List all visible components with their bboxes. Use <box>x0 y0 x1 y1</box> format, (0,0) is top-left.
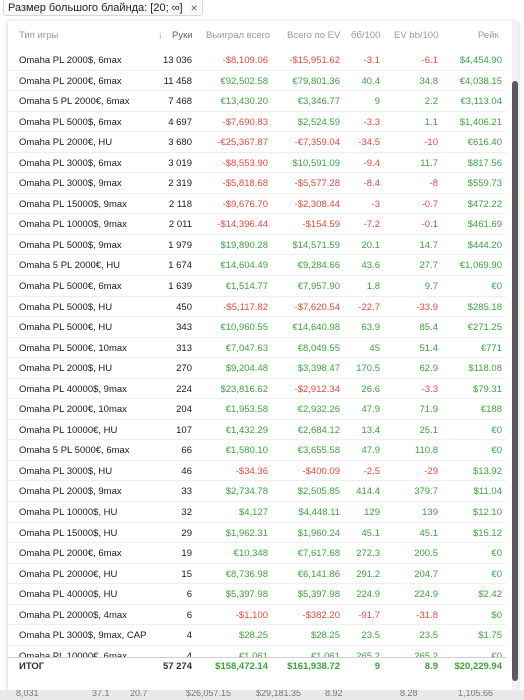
row-game: Omaha PL 3000$, HU <box>19 465 113 477</box>
row-rake: $444.20 <box>467 239 502 251</box>
row-bb100: -9.4 <box>363 157 380 169</box>
table-body <box>8 50 506 666</box>
row-evbb100: -6.1 <box>421 55 438 66</box>
row-game: Omaha PL 5000€, 6max <box>19 281 122 293</box>
table-row[interactable] <box>8 91 506 112</box>
row-evbb100: -33.9 <box>416 301 438 313</box>
row-ev: €3,346.77 <box>297 96 340 108</box>
row-rake: $4,454.90 <box>459 55 502 66</box>
row-rake: €0 <box>491 568 502 580</box>
background-cell: 8.92 <box>325 690 343 698</box>
row-game: Omaha PL 3000$, 9max <box>19 178 122 190</box>
table-row[interactable] <box>8 50 506 71</box>
game-types-panel <box>8 21 518 690</box>
row-game: Omaha PL 2000€, 6max <box>19 548 122 560</box>
table-row[interactable] <box>8 399 506 420</box>
row-won: $2,734.78 <box>225 486 268 498</box>
row-game: Omaha PL 40000$, 9max <box>19 383 127 395</box>
row-hands: 66 <box>181 445 192 457</box>
row-hands: 107 <box>176 424 192 436</box>
row-bb100: 129 <box>364 507 380 519</box>
row-won: €10,960.55 <box>220 322 268 334</box>
row-game: Omaha PL 2000$, 6max <box>19 55 122 66</box>
row-rake: €771 <box>480 342 502 354</box>
row-hands: 3 680 <box>168 137 192 149</box>
table-row[interactable] <box>8 317 506 338</box>
row-won: $19,890.28 <box>220 239 268 251</box>
row-game: Omaha 5 PL 2000€, 6max <box>19 96 130 108</box>
row-game: Omaha PL 5000$, 9max <box>19 239 122 251</box>
row-evbb100: 85.4 <box>419 322 438 334</box>
row-ev: $3,398.47 <box>297 363 340 375</box>
row-ev: €14,640.98 <box>292 322 340 334</box>
row-bb100: 47.9 <box>361 445 380 457</box>
row-hands: 13 036 <box>162 55 192 66</box>
total-evbb100: 8.9 <box>424 661 438 672</box>
table-row[interactable] <box>8 420 506 441</box>
row-ev: -€7,359.04 <box>294 137 340 149</box>
row-ev: $14,571.59 <box>292 239 340 251</box>
total-won: $158,472.14 <box>215 661 268 672</box>
table-row[interactable] <box>8 461 506 482</box>
row-hands: 1 674 <box>168 260 192 272</box>
scrollbar-thumb[interactable] <box>512 81 518 681</box>
row-ev: $28.25 <box>310 630 340 642</box>
row-evbb100: 224.9 <box>414 589 438 601</box>
row-rake: $13.92 <box>472 465 502 477</box>
row-rake: $1.75 <box>478 630 502 642</box>
row-ev: -$15,951.62 <box>289 55 340 66</box>
scrollbar-track[interactable] <box>512 21 518 690</box>
background-cell: 8.28 <box>400 690 418 698</box>
row-bb100: 23.5 <box>361 630 380 642</box>
row-hands: 29 <box>181 527 192 539</box>
row-won: -$9,676.70 <box>222 198 268 210</box>
total-ev: $161,938.72 <box>287 661 340 672</box>
row-hands: 3 019 <box>168 157 192 169</box>
row-evbb100: 379.7 <box>414 486 438 498</box>
row-rake: $461.69 <box>467 219 502 231</box>
row-won: $1,962.31 <box>225 527 268 539</box>
row-hands: 313 <box>176 342 192 354</box>
row-ev: -$400.09 <box>302 465 340 477</box>
row-bb100: 26.6 <box>361 383 380 395</box>
row-ev: €2,932.26 <box>297 404 340 416</box>
row-rake: $0 <box>491 609 502 621</box>
row-ev: -$5,577.28 <box>294 178 340 190</box>
row-evbb100: 27.7 <box>419 260 438 272</box>
table-row[interactable] <box>8 276 506 297</box>
background-cell: 37.1 <box>92 690 110 698</box>
table-row[interactable] <box>8 543 506 564</box>
total-label: ИТОГ <box>19 661 45 672</box>
row-game: Omaha 5 PL 5000€, 6max <box>19 445 130 457</box>
table-row[interactable] <box>8 297 506 318</box>
row-bb100: 1.8 <box>366 281 380 293</box>
row-evbb100: 200.5 <box>414 548 438 560</box>
row-won: €10,348 <box>233 548 268 560</box>
row-game: Omaha PL 5000€, 10max <box>19 342 127 354</box>
row-game: Omaha PL 2000$, 9max <box>19 486 122 498</box>
filter-chip[interactable] <box>3 0 203 16</box>
table-row[interactable] <box>8 605 506 626</box>
row-rake: €4,038.15 <box>459 75 502 87</box>
filter-bar <box>0 0 524 17</box>
row-bb100: 170.5 <box>356 363 380 375</box>
table-header <box>8 21 506 49</box>
total-hands: 57 274 <box>162 661 192 672</box>
row-rake: €0 <box>491 424 502 436</box>
row-bb100: 224.9 <box>356 589 380 601</box>
close-icon[interactable]: × <box>190 0 198 15</box>
row-bb100: -3 <box>371 198 380 210</box>
row-won: -$8,109.06 <box>222 55 268 66</box>
row-rake: $79.31 <box>472 383 502 395</box>
row-evbb100: -8 <box>429 178 438 190</box>
row-hands: 7 468 <box>168 96 192 108</box>
column-evbb100[interactable]: EV bb/100 <box>394 30 439 41</box>
row-bb100: -34.5 <box>358 137 380 149</box>
row-won: €1,953.58 <box>225 404 268 416</box>
table-row[interactable] <box>8 502 506 523</box>
row-game: Omaha PL 20000$, 4max <box>19 609 127 621</box>
row-hands: 204 <box>176 404 192 416</box>
row-bb100: -3.3 <box>363 116 380 128</box>
row-hands: 1 979 <box>168 239 192 251</box>
sort-arrow-icon[interactable]: ↓ <box>158 30 163 41</box>
row-won: $23,816.62 <box>220 383 268 395</box>
background-cell: 1,105.66 <box>458 690 494 698</box>
row-evbb100: 34.8 <box>419 75 438 87</box>
row-hands: 4 <box>186 630 192 642</box>
row-rake: €271.25 <box>467 322 502 334</box>
column-rake[interactable]: Рейк <box>478 30 499 41</box>
row-hands: 15 <box>181 568 192 580</box>
row-hands: 32 <box>181 507 192 519</box>
row-hands: 2 011 <box>168 219 192 231</box>
row-game: Omaha PL 10000$, HU <box>19 507 118 519</box>
row-won: €14,604.49 <box>220 260 268 272</box>
row-evbb100: -0.1 <box>421 219 438 231</box>
row-game: Omaha 5 PL 2000€, HU <box>19 260 121 272</box>
table-row[interactable] <box>8 173 506 194</box>
row-won: €8,736.98 <box>225 568 268 580</box>
row-evbb100: 25.1 <box>419 424 438 436</box>
row-evbb100: 110.8 <box>414 445 438 457</box>
row-rake: €616.40 <box>467 137 502 149</box>
column-won[interactable]: Выиграл всего <box>206 30 271 41</box>
column-game[interactable]: Тип игры <box>19 30 59 41</box>
row-rake: $559.73 <box>467 178 502 190</box>
row-rake: $12.10 <box>472 507 502 519</box>
column-bb100[interactable]: бб/100 <box>351 30 381 41</box>
background-cell: 20.7 <box>130 690 148 698</box>
row-bb100: -2.5 <box>363 465 380 477</box>
row-bb100: -7.2 <box>363 219 380 231</box>
row-bb100: 291.2 <box>356 568 380 580</box>
row-evbb100: 62.9 <box>419 363 438 375</box>
row-won: -$5,117.82 <box>223 301 268 313</box>
row-won: $4,127 <box>238 507 268 519</box>
row-ev: $5,397.98 <box>297 589 340 601</box>
row-hands: 46 <box>181 465 192 477</box>
row-rake: €0 <box>491 281 502 293</box>
column-hands[interactable]: Руки <box>172 30 193 41</box>
row-evbb100: 2.2 <box>424 96 438 108</box>
row-hands: 4 697 <box>168 116 192 128</box>
row-won: -$7,690.83 <box>222 116 268 128</box>
row-ev: $1,960.24 <box>297 527 340 539</box>
table-row[interactable] <box>8 255 506 276</box>
table-row[interactable] <box>8 481 506 502</box>
row-hands: 19 <box>181 548 192 560</box>
row-won: $5,397.98 <box>225 589 268 601</box>
row-won: -$5,818.68 <box>222 178 268 190</box>
table-row[interactable] <box>8 153 506 174</box>
row-won: -$14,396.44 <box>217 219 268 231</box>
table-row[interactable] <box>8 564 506 585</box>
row-hands: 6 <box>186 589 192 601</box>
row-bb100: 414.4 <box>356 486 380 498</box>
row-rake: €0 <box>491 548 502 560</box>
row-ev: €79,801.36 <box>292 75 340 87</box>
row-hands: 270 <box>176 363 192 375</box>
row-game: Omaha PL 2000€, 6max <box>19 75 122 87</box>
background-cell: $26,057.15 <box>186 690 232 698</box>
row-evbb100: 139 <box>422 507 438 519</box>
row-game: Omaha PL 3000$, 6max <box>19 157 122 169</box>
row-bb100: 43.6 <box>361 260 380 272</box>
table-row[interactable] <box>8 214 506 235</box>
row-won: €92,502.58 <box>220 75 268 87</box>
table-row[interactable] <box>8 194 506 215</box>
table-row[interactable] <box>8 584 506 605</box>
row-ev: $2,524.59 <box>297 116 340 128</box>
row-game: Omaha PL 20000€, HU <box>19 568 118 580</box>
row-evbb100: -0.7 <box>421 198 438 210</box>
row-bb100: 40.4 <box>361 75 380 87</box>
row-game: Omaha PL 15000$, HU <box>19 527 118 539</box>
total-row <box>8 657 506 674</box>
row-ev: €7,957.90 <box>297 281 340 293</box>
row-rake: €188 <box>480 404 502 416</box>
row-bb100: -3.1 <box>363 55 380 66</box>
row-won: €13,430.20 <box>220 96 268 108</box>
table-row[interactable] <box>8 440 506 461</box>
row-bb100: 13.4 <box>361 424 380 436</box>
table-row[interactable] <box>8 338 506 359</box>
table-row[interactable] <box>8 132 506 153</box>
row-game: Omaha PL 5000$, 6max <box>19 116 122 128</box>
row-rake: $817.56 <box>467 157 502 169</box>
row-ev: -$382.20 <box>302 609 340 621</box>
row-game: Omaha PL 2000€, 10max <box>19 404 127 416</box>
row-won: -€25,367.87 <box>217 137 268 149</box>
row-rake: $2.42 <box>478 589 502 601</box>
row-evbb100: -31.8 <box>416 609 438 621</box>
row-evbb100: -3.3 <box>421 383 438 395</box>
column-ev[interactable]: Всего по EV <box>287 30 341 41</box>
row-game: Omaha PL 10000€, HU <box>19 424 118 436</box>
row-evbb100: 11.7 <box>420 157 438 169</box>
total-bb100: 9 <box>374 661 380 672</box>
row-bb100: 47.9 <box>361 404 380 416</box>
row-won: $9,204.48 <box>225 363 268 375</box>
row-ev: $10,591.09 <box>292 157 340 169</box>
row-ev: -$2,912.34 <box>294 383 340 395</box>
row-game: Omaha PL 3000$, 9max, CAP <box>19 630 147 642</box>
row-ev: -$2,308.44 <box>294 198 340 210</box>
row-ev: €8,049.55 <box>297 342 340 354</box>
row-bb100: 45 <box>369 342 380 354</box>
row-evbb100: 51.4 <box>419 342 438 354</box>
row-hands: 33 <box>181 486 192 498</box>
row-hands: 343 <box>176 322 192 334</box>
row-game: Omaha PL 5000€, HU <box>19 322 113 334</box>
row-bb100: -8.4 <box>363 178 380 190</box>
row-rake: $118.08 <box>468 363 502 375</box>
row-game: Omaha PL 2000€, HU <box>19 137 113 149</box>
row-hands: 2 118 <box>168 198 192 210</box>
row-won: -$1,100 <box>235 609 268 621</box>
row-ev: $2,505.85 <box>297 486 340 498</box>
table-row[interactable] <box>8 625 506 646</box>
row-hands: 450 <box>176 301 192 313</box>
row-won: -$8,553.90 <box>222 157 268 169</box>
row-bb100: -22.7 <box>358 301 380 313</box>
row-evbb100: 23.5 <box>419 630 438 642</box>
background-cell: $29,181.35 <box>256 690 302 698</box>
row-ev: €9,284.66 <box>297 260 340 272</box>
row-ev: -$154.59 <box>302 219 340 231</box>
row-ev: -$7,620.54 <box>294 301 340 313</box>
table-row[interactable] <box>8 112 506 133</box>
background-table-strip <box>0 690 524 700</box>
row-evbb100: 9.7 <box>424 281 438 293</box>
row-ev: €6,141.86 <box>297 568 340 580</box>
row-rake: $285.18 <box>467 301 502 313</box>
table-row[interactable] <box>8 358 506 379</box>
row-evbb100: 204.7 <box>414 568 438 580</box>
row-won: $28.25 <box>238 630 268 642</box>
row-game: Omaha PL 40000$, HU <box>19 589 118 601</box>
row-evbb100: 14.7 <box>419 239 438 251</box>
row-game: Omaha PL 10000$, 9max <box>19 219 127 231</box>
row-evbb100: 1.1 <box>424 116 438 128</box>
row-rake: $15.12 <box>472 527 502 539</box>
row-won: €1,432.29 <box>225 424 268 436</box>
table-row[interactable] <box>8 379 506 400</box>
total-rake: $20,229.94 <box>454 661 502 672</box>
row-game: Omaha PL 5000$, HU <box>19 301 113 313</box>
row-bb100: 9 <box>374 96 380 108</box>
row-bb100: 272.3 <box>356 548 380 560</box>
row-won: €1,580.10 <box>225 445 268 457</box>
row-hands: 1 639 <box>168 281 192 293</box>
row-won: €1,514.77 <box>225 281 268 293</box>
row-bb100: 63.9 <box>361 322 380 334</box>
row-won: -$34.36 <box>235 465 268 477</box>
table-row[interactable] <box>8 71 506 92</box>
filter-label: Размер большого блайнда: [20; ∞] <box>8 1 183 14</box>
row-ev: €2,684.12 <box>297 424 340 436</box>
row-game: Omaha PL 2000$, HU <box>19 363 113 375</box>
row-rake: $1,406.21 <box>459 116 502 128</box>
row-hands: 11 458 <box>163 75 192 87</box>
row-bb100: 20.1 <box>361 239 380 251</box>
row-hands: 6 <box>186 609 192 621</box>
row-evbb100: 45.1 <box>419 527 438 539</box>
row-bb100: 45.1 <box>361 527 380 539</box>
row-bb100: -91.7 <box>358 609 380 621</box>
row-rake: €0 <box>491 445 502 457</box>
row-rake: €1,069.90 <box>459 260 502 272</box>
row-ev: €7,617.68 <box>297 548 340 560</box>
row-evbb100: -10 <box>424 137 438 149</box>
row-hands: 2 319 <box>168 178 192 190</box>
table-row[interactable] <box>8 523 506 544</box>
row-evbb100: -29 <box>424 465 438 477</box>
background-cell: 8,031 <box>16 690 39 698</box>
row-won: €7,047.63 <box>225 342 268 354</box>
row-rake: $472.22 <box>467 198 502 210</box>
row-rake: $11.04 <box>473 486 502 498</box>
row-hands: 224 <box>176 383 192 395</box>
row-game: Omaha PL 15000$, 9max <box>19 198 127 210</box>
row-ev: $4,448.11 <box>298 507 340 519</box>
table-row[interactable] <box>8 235 506 256</box>
row-evbb100: 71.9 <box>419 404 438 416</box>
row-rake: €3,113.04 <box>460 96 502 108</box>
row-ev: €3,655.58 <box>297 445 340 457</box>
